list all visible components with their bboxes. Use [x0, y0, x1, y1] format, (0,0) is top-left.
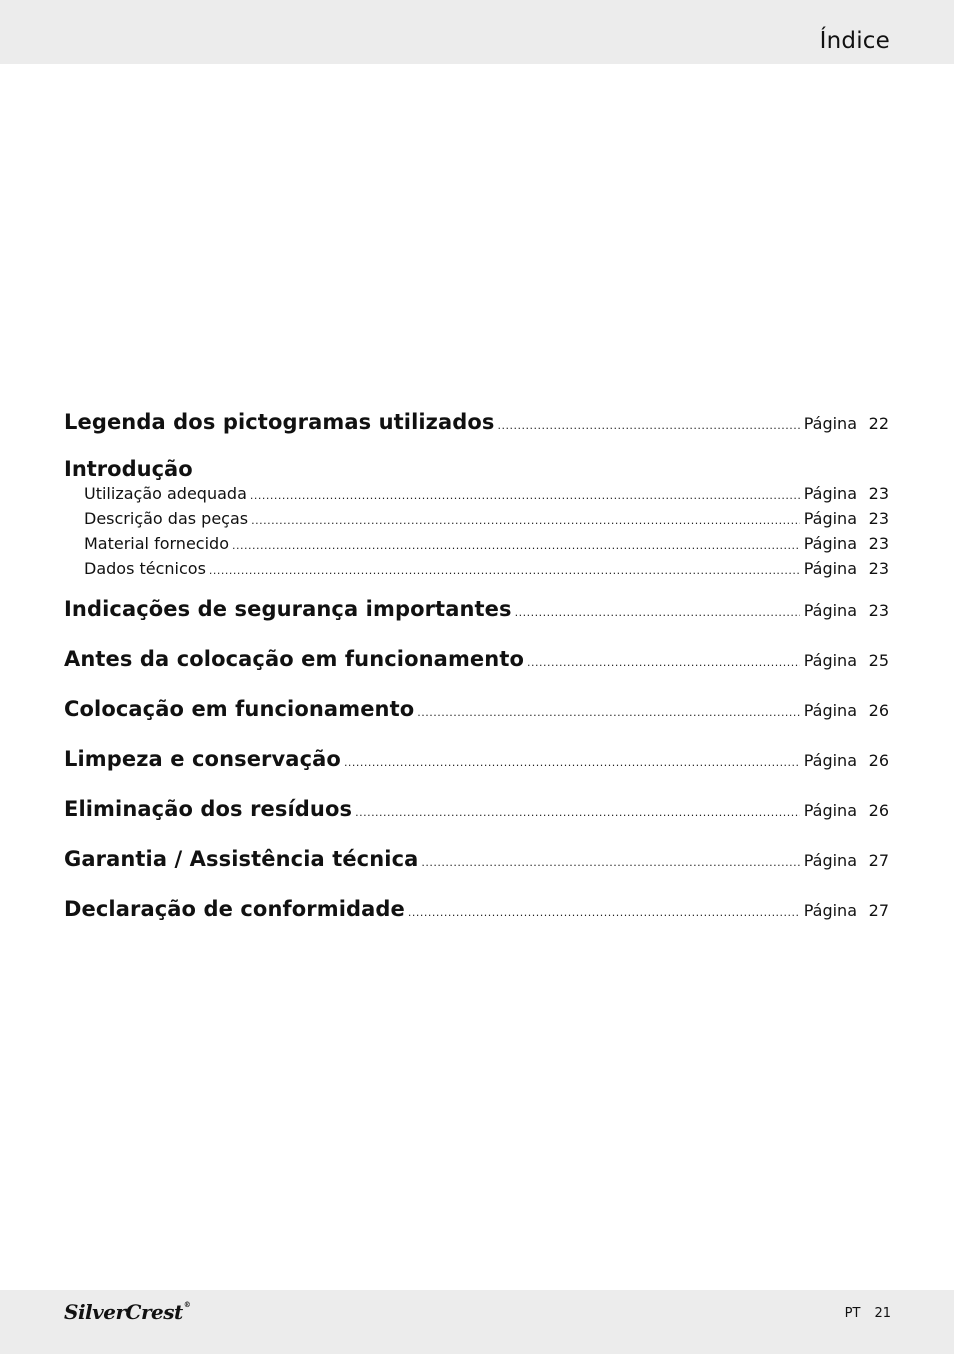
table-of-contents [64, 410, 889, 947]
toc-entry[interactable] [64, 897, 889, 947]
toc-entry-label: Antes da colocação em funcionamento [64, 647, 524, 671]
header-band [0, 0, 954, 64]
toc-subentry-label: Material fornecido [84, 534, 229, 553]
dot-leader [355, 806, 800, 819]
page-word: Página [803, 534, 857, 553]
page-number: 23 [868, 534, 889, 553]
page-number: 23 [868, 559, 889, 578]
toc-heading-introduction[interactable]: Introdução [64, 457, 193, 481]
brand-name: SilverCrest [64, 1300, 183, 1324]
toc-entry[interactable] [64, 847, 889, 897]
registered-mark-icon: ® [183, 1300, 191, 1309]
dot-leader [250, 489, 800, 502]
page-number: 27 [868, 901, 889, 920]
toc-subentry-label: Utilização adequada [84, 484, 247, 503]
dot-leader [209, 564, 800, 577]
page-title: Índice [819, 28, 890, 54]
page-number: 26 [868, 801, 889, 820]
dot-leader [251, 514, 800, 527]
toc-entry[interactable] [64, 647, 889, 697]
dot-leader [232, 539, 800, 552]
page-number: 27 [868, 851, 889, 870]
toc-entry-label: Indicações de segurança importantes [64, 597, 512, 621]
page-number: 23 [868, 509, 889, 528]
page-word: Página [803, 851, 857, 870]
toc-entry-label: Declaração de conformidade [64, 897, 405, 921]
dot-leader [421, 856, 799, 869]
page-word: Página [803, 509, 857, 528]
toc-subentry-label: Descrição das peças [84, 509, 249, 528]
page-word: Página [803, 601, 857, 620]
toc-entry-label: Colocação em funcionamento [64, 697, 415, 721]
footer-page-number: 21 [874, 1306, 891, 1321]
page-word: Página [803, 701, 857, 720]
toc-entry[interactable] [64, 597, 889, 647]
toc-subentry[interactable] [64, 534, 889, 559]
page-word: Página [803, 414, 857, 433]
page-word: Página [803, 751, 857, 770]
toc-subentry-label: Dados técnicos [84, 559, 206, 578]
dot-leader [417, 706, 799, 719]
dot-leader [515, 606, 800, 619]
brand-logo [64, 1300, 190, 1324]
page-number: 26 [868, 751, 889, 770]
toc-entry[interactable] [64, 747, 889, 797]
page-word: Página [803, 559, 857, 578]
toc-subentry[interactable] [64, 509, 889, 534]
toc-subentry[interactable] [64, 484, 889, 509]
page-number: 26 [868, 701, 889, 720]
page-word: Página [803, 651, 857, 670]
page-number: 23 [868, 484, 889, 503]
toc-entry-label: Garantia / Assistência técnica [64, 847, 419, 871]
page-number: 23 [868, 601, 889, 620]
toc-entry[interactable] [64, 697, 889, 747]
toc-entry-label: Legenda dos pictogramas utilizados [64, 410, 495, 434]
dot-leader [408, 906, 800, 919]
page-number: 22 [868, 414, 889, 433]
toc-subentry[interactable] [64, 559, 889, 584]
language-code: PT [844, 1306, 861, 1321]
toc-entry-legend[interactable] [64, 410, 889, 460]
page-word: Página [803, 484, 857, 503]
page-footer-label [845, 1306, 891, 1321]
page-number: 25 [868, 651, 889, 670]
page-word: Página [803, 801, 857, 820]
dot-leader [498, 419, 800, 432]
toc-entry-label: Eliminação dos resíduos [64, 797, 353, 821]
dot-leader [344, 756, 800, 769]
toc-entry-label: Limpeza e conservação [64, 747, 341, 771]
dot-leader [527, 656, 800, 669]
page-word: Página [803, 901, 857, 920]
toc-entry[interactable] [64, 797, 889, 847]
